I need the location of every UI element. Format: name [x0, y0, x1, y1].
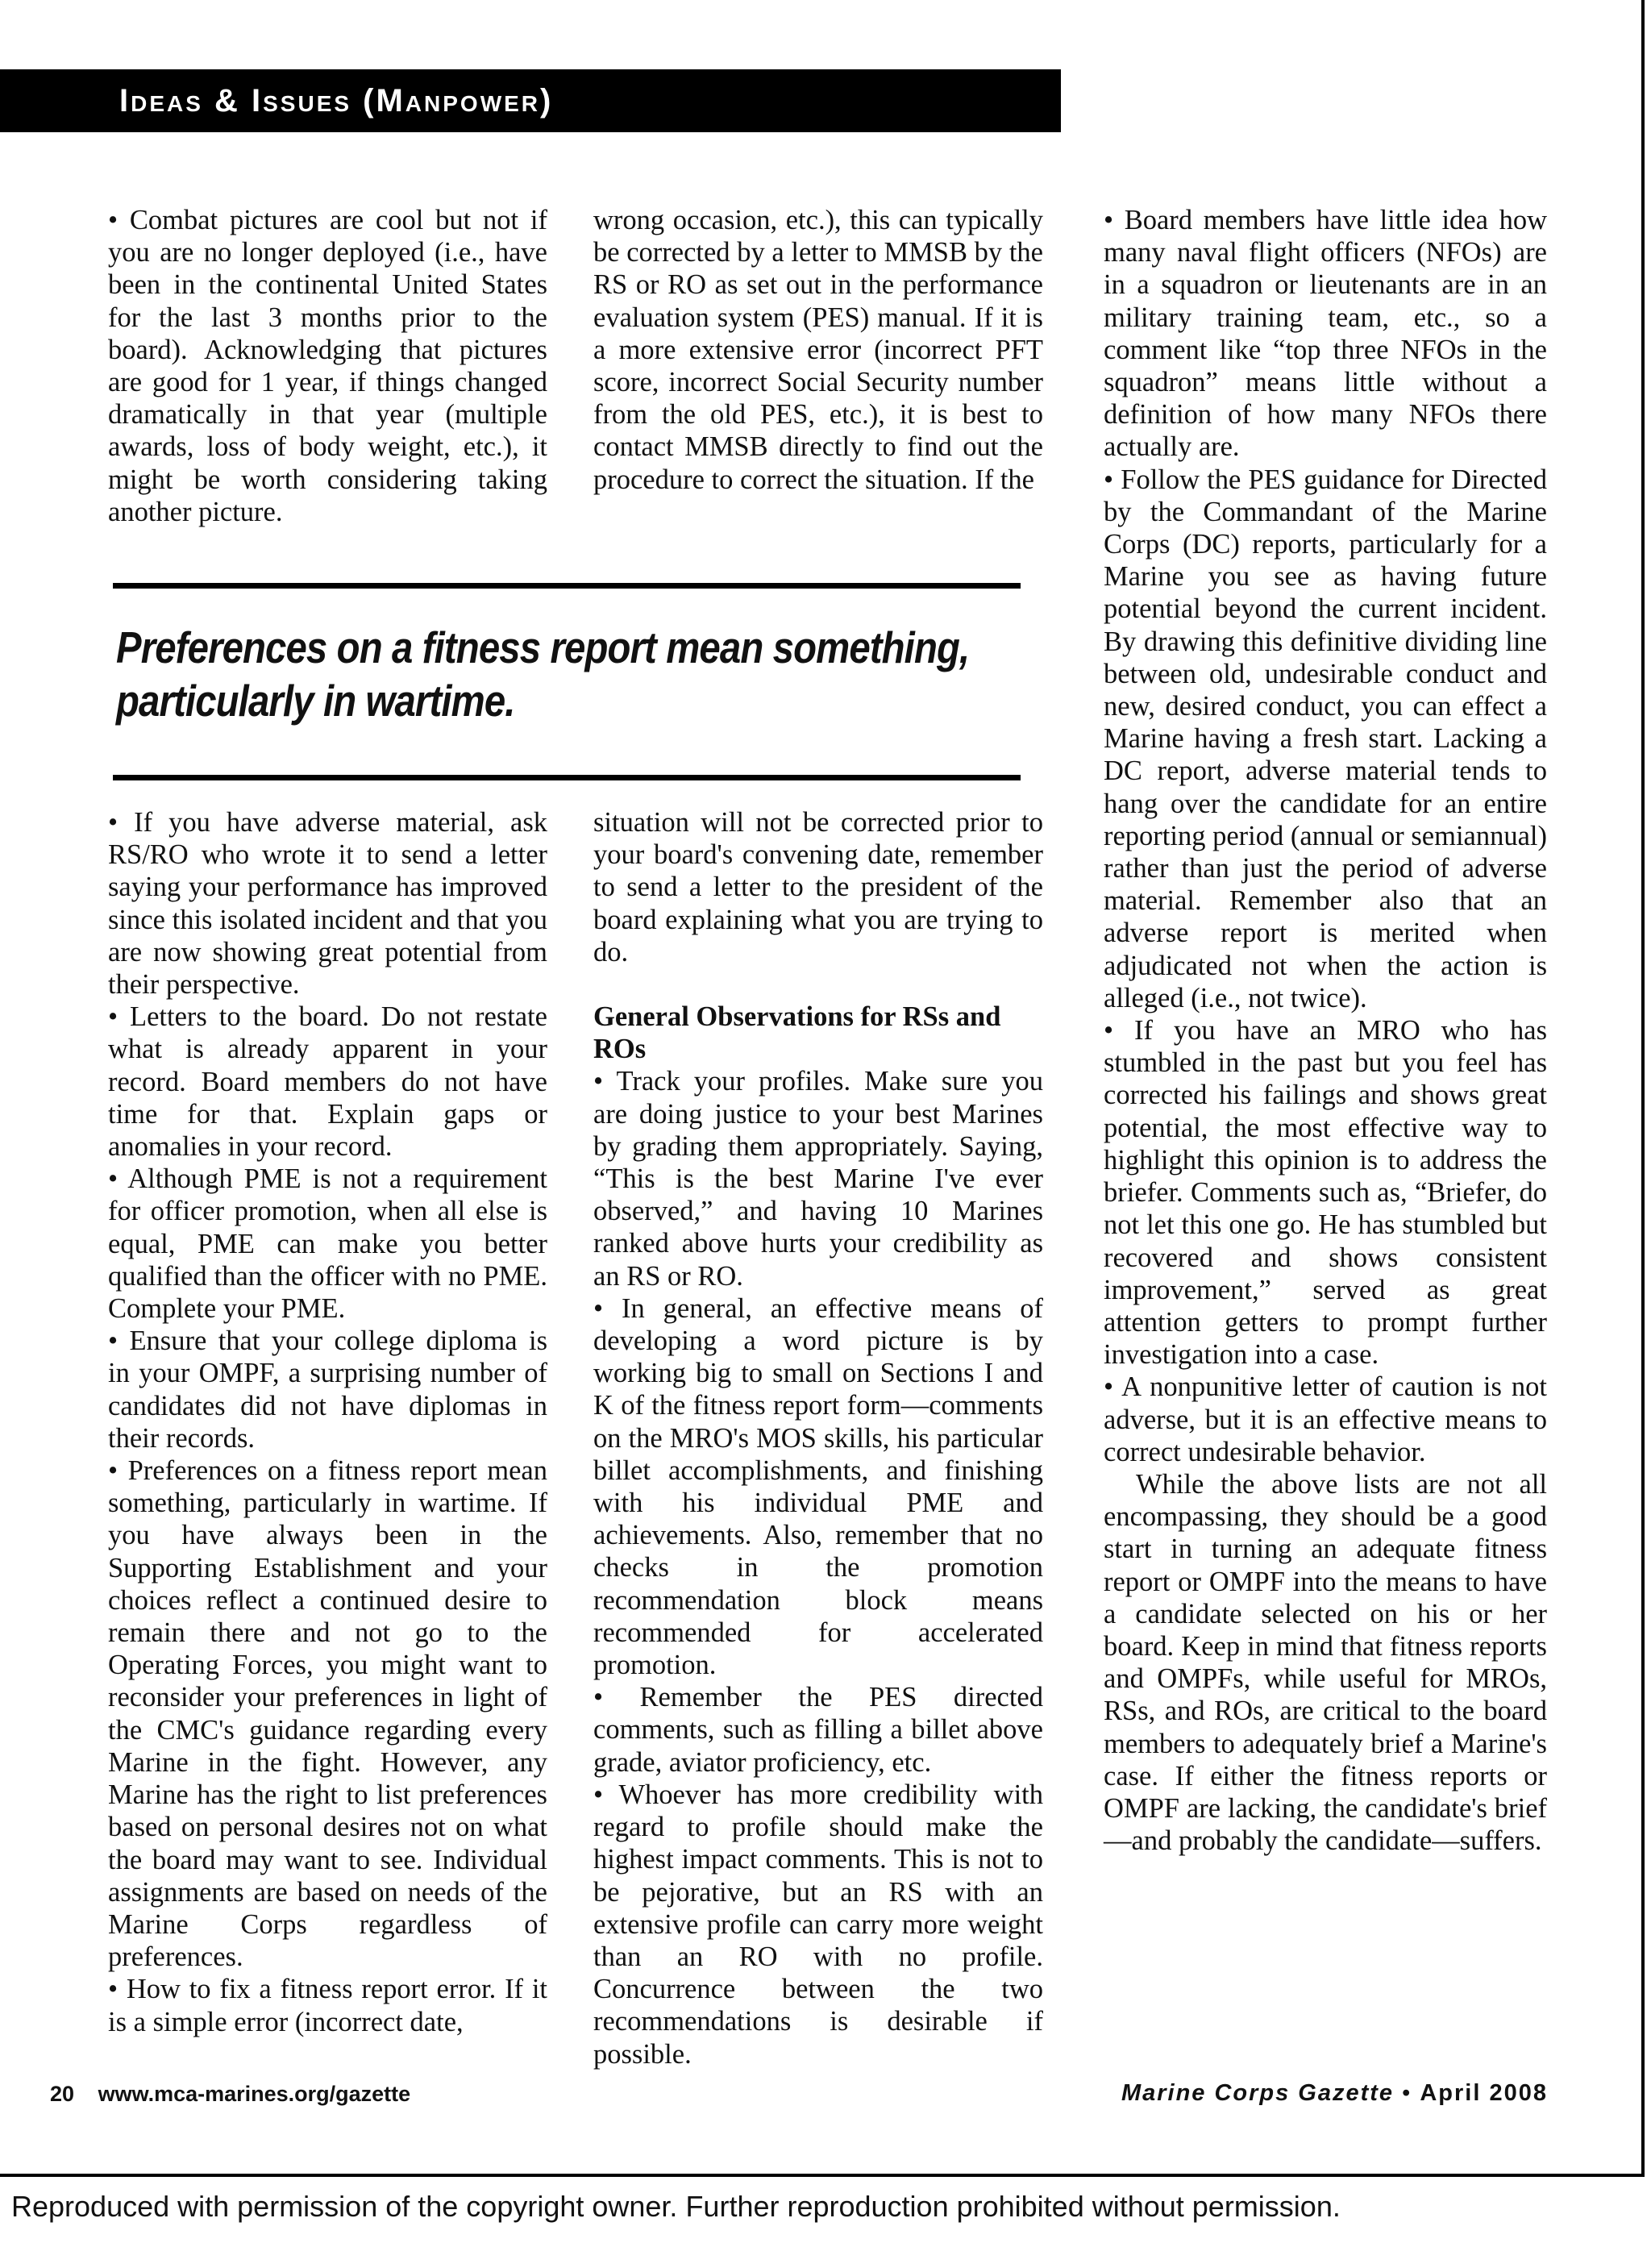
footer-right: [1121, 2080, 1548, 2107]
column-2-bottom: [593, 806, 1043, 2070]
copyright-notice: Reproduced with permission of the copyright owner. Further reproduction prohibited without permission.: [11, 2190, 1341, 2223]
closing-paragraph: While the above lists are not all encompassing, they should be a good start in turning an adequate fitness report or OMPF into the means to have a candidate selected on his or her board. Keep in mind that fitness reports and OMPFs, while useful for MROs, RSs, and ROs, are critical to the board members to adequately brief a Marine's case. If either the fitness reports or OMPF are lacking, the candidate's brief—and probably the candidate—suffers.: [1104, 1468, 1547, 1857]
footer-left: [50, 2082, 410, 2107]
list-item: • Board members have little idea how many naval flight officers (NFOs) are in a squadron or lieutenants are in an military training team, etc., so a comment like “top three NFOs in the squadron” means little without a definition of how many NFOs there actually are.: [1104, 205, 1547, 463]
list-item: • Follow the PES guidance for Directed by the Commandant of the Marine Corps (DC) reports, particularly for a Marine you see as having future potential beyond the current incident. By drawing this definitive dividing line between old, undesirable conduct and new, desired conduct, you can effect a Marine having a fresh start. Lacking a DC report, adverse material tends to hang over the candidate for an entire reporting period (annual or semiannual) rather than just the period of adverse material. Remember also that an adverse report is merited when adjudicated not when the action is alleged (i.e., not twice).: [1104, 464, 1547, 1013]
list-item: • Ensure that your college diploma is in your OMPF, a surprising number of candidates did not have diplomas in their records.: [108, 1325, 547, 1454]
pull-quote-rule-top: [113, 583, 1021, 589]
paragraph: wrong occasion, etc.), this can typically be corrected by a letter to MMSB by the RS or RO as set out in the performance evaluation system (PES) manual. If it is a more extensive error (incorrect PFT score, incorrect Social Security number from the old PES, etc.), it is best to contact MMSB directly to find out the procedure to correct the situation. If the: [593, 205, 1043, 495]
list-item: • Remember the PES directed comments, such as filling a billet above grade, aviator proficiency, etc.: [593, 1682, 1043, 1778]
column-2-top: [593, 204, 1043, 496]
section-title: Ideas & Issues (Manpower): [119, 82, 554, 119]
pull-quote: Preferences on a fitness report mean something, particularly in wartime.: [116, 622, 970, 726]
subheading: General Observations for RSs and ROs: [593, 1001, 1001, 1065]
list-item: • If you have an MRO who has stumbled in the past but you feel has corrected his failings and shows great potential, the most effective way to highlight this opinion is to address the briefer. Comments such as, “Briefer, do not let this one go. He has stumbled but recovered and shows consistent improvement,” served as great attention getters to prompt further investigation into a case.: [1104, 1015, 1547, 1371]
list-item: • Letters to the board. Do not restate what is already apparent in your record. Board members do not have time for that. Explain gaps or anomalies in your record.: [108, 1001, 547, 1163]
list-item: • How to fix a fitness report error. If it is a simple error (incorrect date,: [108, 1974, 547, 2037]
list-item: • If you have adverse material, ask RS/RO who wrote it to send a letter saying your performance has improved since this isolated incident and that you are now showing great potential from their perspective.: [108, 807, 547, 1001]
list-item: • A nonpunitive letter of caution is not adverse, but it is an effective means to correct undesirable behavior.: [1104, 1371, 1547, 1467]
list-item: • Preferences on a fitness report mean something, particularly in wartime. If you have always been in the Supporting Establishment and your choices reflect a continued desire to remain there and not go to the Operating Forces, you might want to reconsider your preferences in light of the CMC's guidance regarding every Marine in the fight. However, any Marine has the right to list preferences based on personal desires not on what the board may want to see. Individual assignments are based on needs of the Marine Corps regardless of preferences.: [108, 1455, 547, 1973]
column-1-bottom: [108, 806, 547, 2038]
page-number: 20: [50, 2082, 75, 2106]
paragraph: • Combat pictures are cool but not if you are no longer deployed (i.e., have been in the continental United States for the last 3 months prior to the board). Acknowledging that pictures are good for 1 year, if things changed dramatically in that year (multiple awards, loss of body weight, etc.), it might be worth considering taking another picture.: [108, 205, 547, 527]
footer-separator: •: [1402, 2080, 1412, 2106]
list-item: • Whoever has more credibility with regard to profile should make the highest impact comments. This is not to be pejorative, but an RS with an extensive profile can carry more weight than an RO with no profile. Concurrence between the two recommendations is desirable if possible.: [593, 1779, 1043, 2070]
magazine-name: Marine Corps Gazette: [1121, 2080, 1395, 2106]
column-3: [1104, 204, 1547, 1857]
list-item: • In general, an effective means of developing a word picture is by working big to small on Sections I and K of the fitness report form—comments on the MRO's MOS skills, his particular billet accomplishments, and finishing with his individual PME and achievements. Also, remember that no checks in the promotion recommendation block means recommended for accelerated promotion.: [593, 1292, 1043, 1681]
issue-date: April 2008: [1420, 2080, 1548, 2106]
list-item: • Track your profiles. Make sure you are doing justice to your best Marines by grading them appropriately. Saying, “This is the best Marine I've ever observed,” and having 10 Marines ranked above hurts your credibility as an RS or RO.: [593, 1066, 1043, 1292]
list-item: • Although PME is not a requirement for officer promotion, when all else is equal, PME can make you better qualified than the officer with no PME. Complete your PME.: [108, 1163, 547, 1325]
section-header: [0, 69, 1061, 132]
pull-quote-rule-bottom: [113, 775, 1021, 780]
paragraph: situation will not be corrected prior to your board's convening date, remember to send a letter to the president of the board explaining what you are trying to do.: [593, 807, 1043, 968]
column-1-top: [108, 204, 547, 528]
footer-url[interactable]: www.mca-marines.org/gazette: [98, 2082, 411, 2106]
